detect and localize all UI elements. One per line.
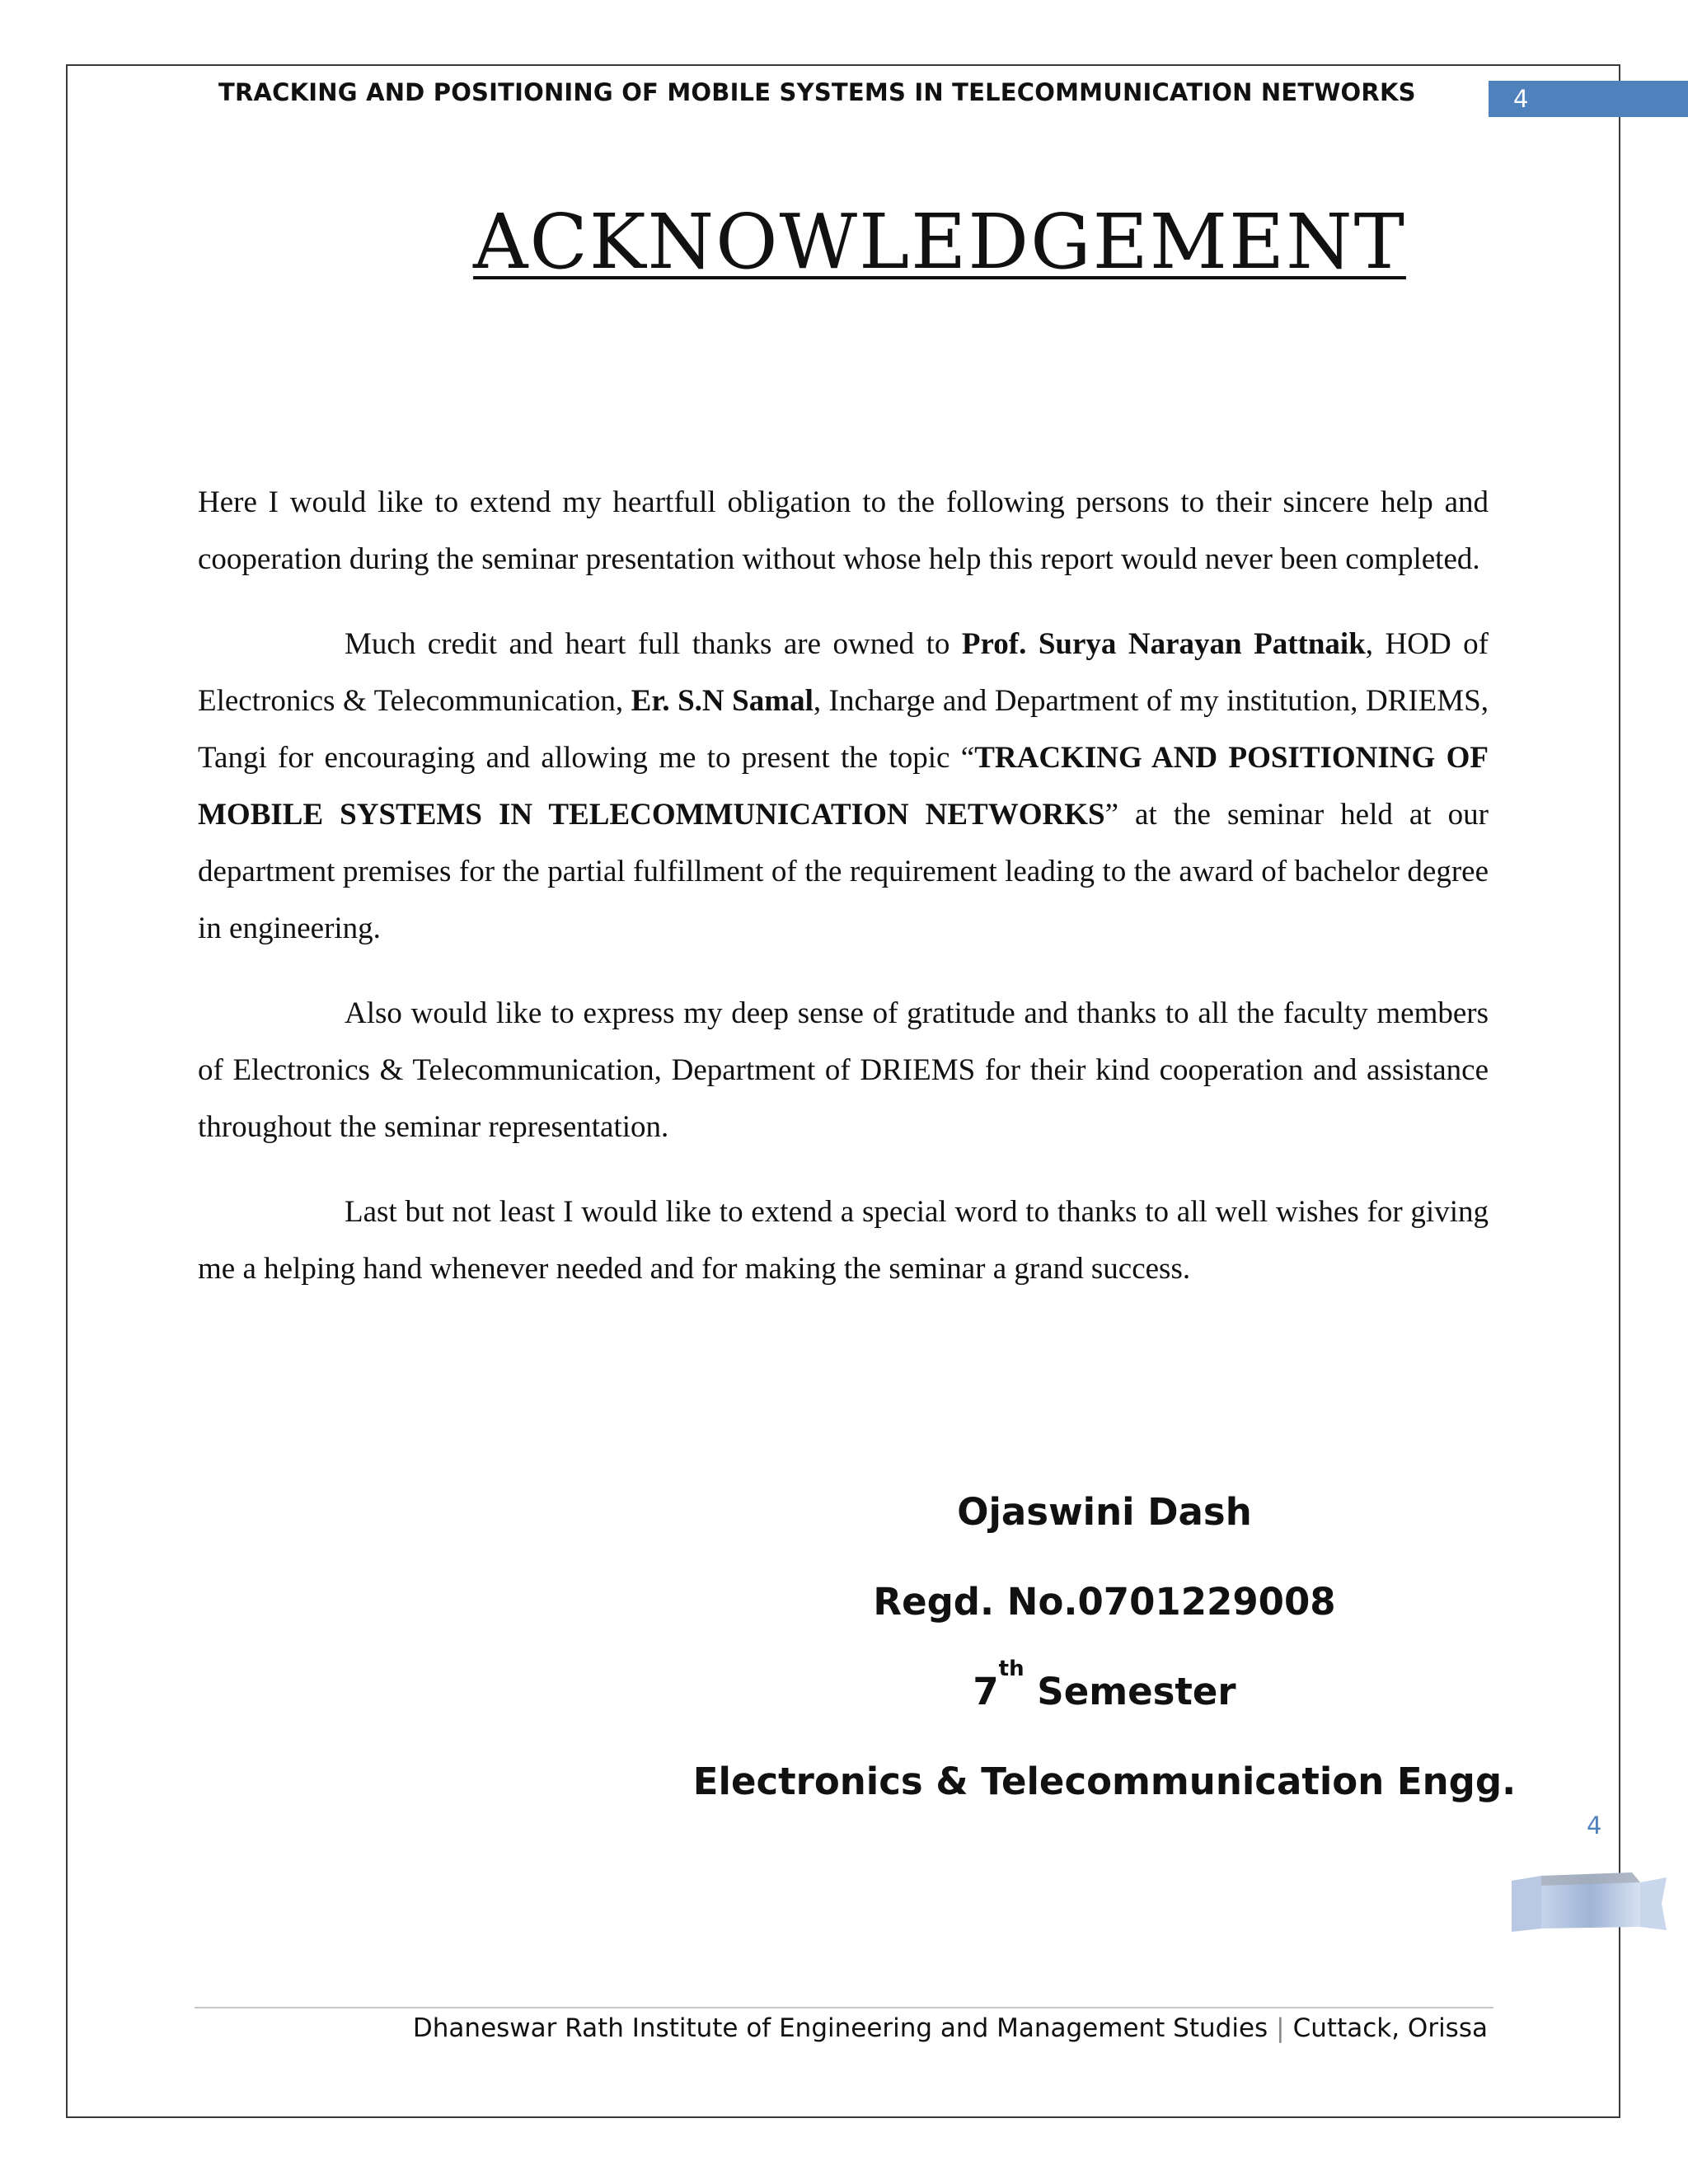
signature-department: Electronics & Telecommunication Engg. [692,1760,1517,1803]
paragraph-thanks [198,616,1489,957]
text-run: ” at the seminar held at our department premises for the partial fulfillment of the requirement leading to the award of bachelor degree in engineering. [198,798,1489,945]
paragraph-faculty: Also would like to express my deep sense of gratitude and thanks to all the faculty members of Electronics & Telecommunication, Department of DRIEMS for their kind cooperation and assistance throughout the seminar representation. [198,996,1489,1144]
semester-number: 7 [973,1670,999,1713]
body-text [198,474,1489,1325]
page-ribbon-icon [1508,1871,1670,1937]
signature-name: Ojaswini Dash [957,1490,1252,1534]
signature-regd: Regd. No.0701229008 [873,1580,1336,1624]
footer-separator: | [1276,2013,1285,2043]
name-er: Er. S.N Samal [631,684,814,718]
signature-block [692,1483,1517,1843]
text-run: Much credit and heart full thanks are owned to [345,627,962,661]
semester-suffix: th [998,1657,1025,1681]
signature-semester [692,1657,1517,1753]
semester-word: Semester [1037,1670,1236,1713]
footer-location: Cuttack, Orissa [1292,2013,1488,2043]
side-page-number: 4 [1587,1811,1602,1840]
name-prof: Prof. Surya Narayan Pattnaik [961,627,1366,661]
paragraph-closing: Last but not least I would like to extend a special word to thanks to all well wishes for giving me a helping hand whenever needed and for making the seminar a grand success. [198,1195,1489,1286]
footer-divider [195,2007,1493,2008]
footer-institute: Dhaneswar Rath Institute of Engineering and Management Studies [412,2013,1268,2043]
page-title: ACKNOWLEDGEMENT [473,198,1406,286]
running-header: TRACKING AND POSITIONING OF MOBILE SYSTEMS IN TELECOMMUNICATION NETWORKS [218,78,1416,106]
footer [413,2013,1488,2043]
header-page-number: 4 [1489,81,1688,117]
paragraph-intro: Here I would like to extend my heartfull obligation to the following persons to their sincere help and cooperation during the seminar presentation without whose help this report would never been completed. [198,485,1489,576]
text-run: , HOD of Electronics & Telecommunication, [198,627,1489,718]
text-run: , Incharge and Department of my institution, DRIEMS, Tangi for encouraging and allowing me to present the topic “ [198,684,1489,775]
topic-title: TRACKING AND POSITIONING OF MOBILE SYSTEMS IN TELECOMMUNICATION NETWORKS [198,741,1489,832]
